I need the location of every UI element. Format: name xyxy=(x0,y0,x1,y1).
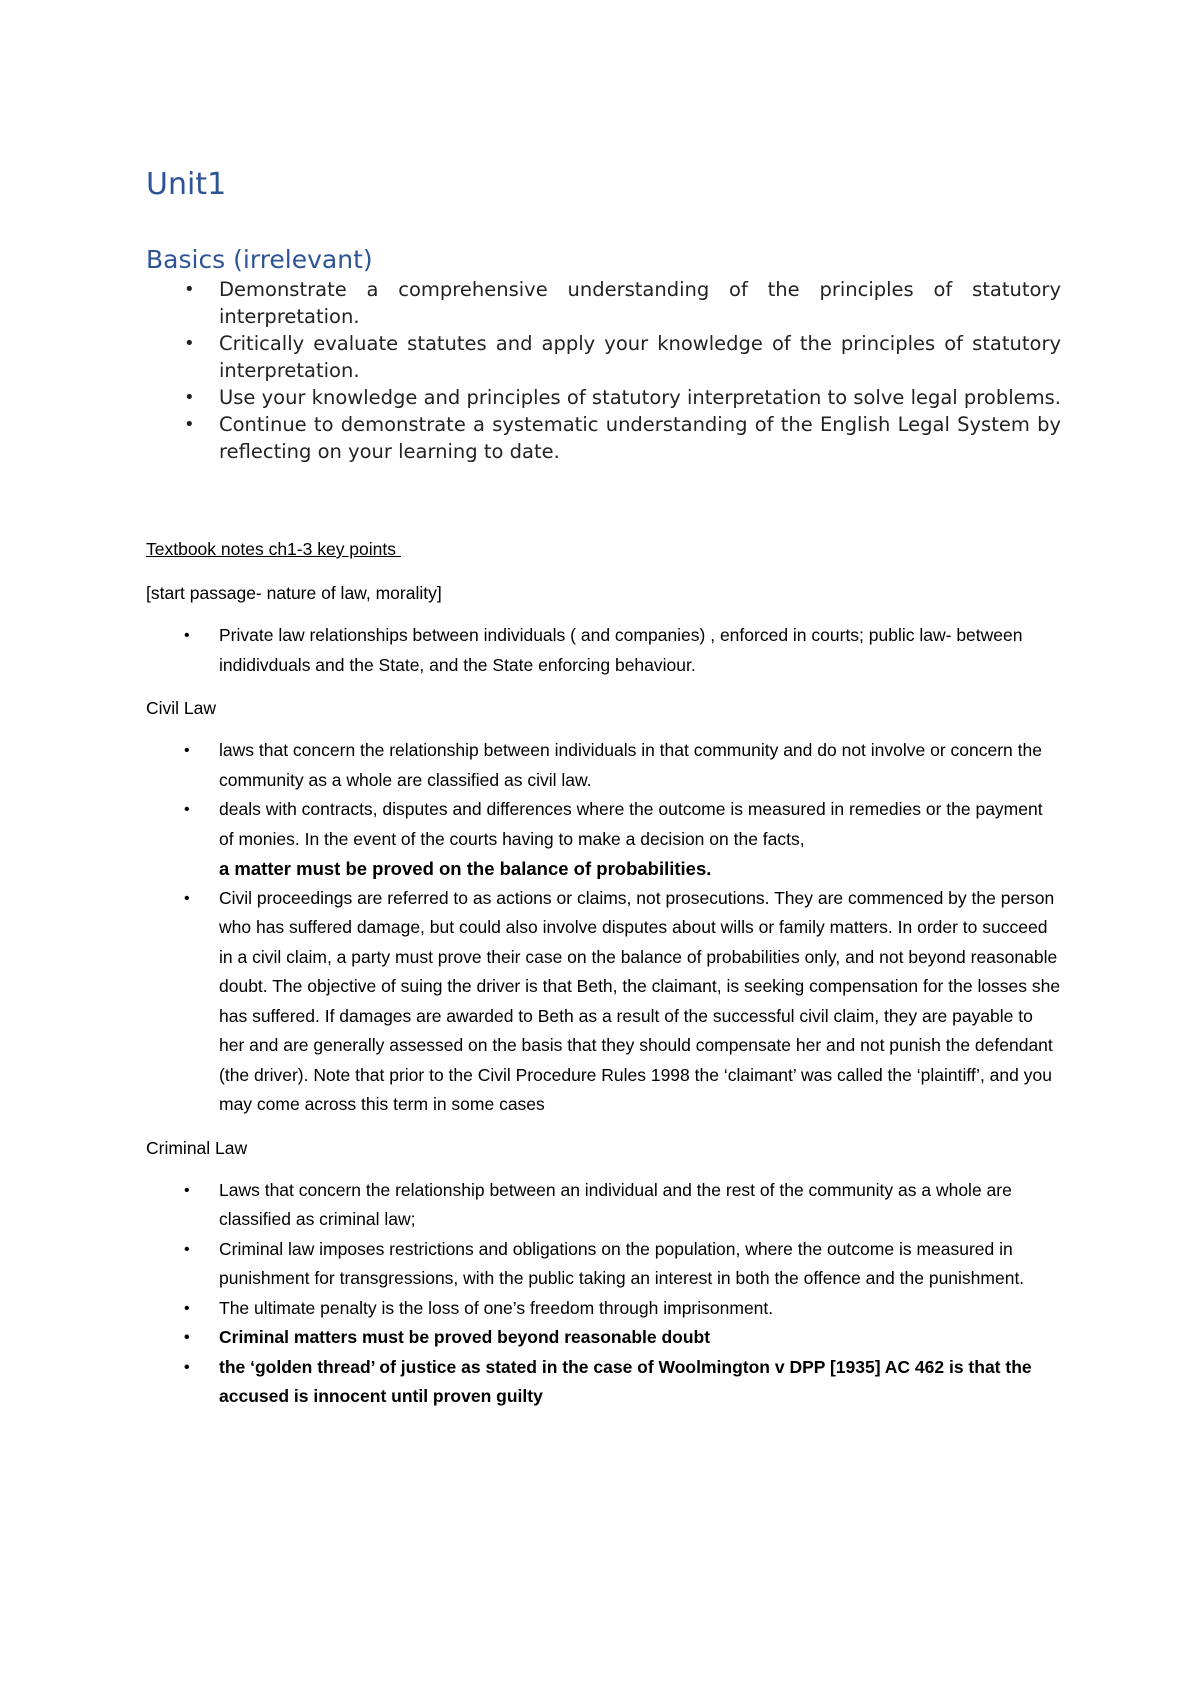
criminal-item: • the ‘golden thread’ of justice as stated in the case of Woolmington v DPP [1935] AC 462 is that the accused is innocent until proven guilty xyxy=(146,1353,1061,1412)
criminal-law-label: Criminal Law xyxy=(146,1137,248,1158)
bullet-icon: • xyxy=(184,1299,190,1317)
basics-heading: Basics (irrelevant) xyxy=(146,245,373,274)
bullet-icon: • xyxy=(184,1329,190,1346)
bullet-icon: • xyxy=(184,1240,190,1258)
criminal-item: • The ultimate penalty is the loss of one’s freedom through imprisonment. xyxy=(146,1294,1061,1324)
bullet-icon: • xyxy=(184,627,190,644)
basics-item: • Demonstrate a comprehensive understanding of the principles of statutory interpretation. xyxy=(184,278,1061,328)
bullet-icon: • xyxy=(184,414,195,435)
criminal-item: • Criminal matters must be proved beyond reasonable doubt xyxy=(146,1323,1061,1353)
document-title: Unit1 xyxy=(146,167,227,202)
intro-item: • Private law relationships between individuals ( and companies) , enforced in courts; public law- between indidivduals and the State, and the State enforcing behaviour. xyxy=(146,621,1061,680)
civil-law-label: Civil Law xyxy=(146,698,217,718)
civil-law-list xyxy=(146,736,1061,1120)
criminal-law-list xyxy=(146,1176,1061,1412)
bullet-icon: • xyxy=(184,742,190,759)
document-content xyxy=(146,166,1061,1412)
civil-item: • deals with contracts, disputes and differences where the outcome is measured in remedies or the payment of monies. In the event of the courts having to make a decision on the facts, a matter must be proved on the balance of probabilities. xyxy=(146,795,1061,884)
basics-item: • Critically evaluate statutes and apply your knowledge of the principles of statutory interpretation. xyxy=(184,332,1061,382)
bullet-icon: • xyxy=(184,801,190,818)
criminal-item: • Criminal law imposes restrictions and obligations on the population, where the outcome is measured in punishment for transgressions, with the public taking an interest in both the offence and the punishment. xyxy=(146,1235,1061,1294)
basics-list xyxy=(146,276,1061,465)
basics-item: • Use your knowledge and principles of statutory interpretation to solve legal problems. xyxy=(184,386,1061,409)
criminal-item: • Laws that concern the relationship between an individual and the rest of the community as a whole are classified as criminal law; xyxy=(146,1176,1061,1235)
bullet-icon: • xyxy=(184,387,195,408)
bullet-icon: • xyxy=(184,889,190,907)
bullet-icon: • xyxy=(184,1181,190,1199)
bullet-icon: • xyxy=(184,279,195,300)
intro-list xyxy=(146,621,1061,680)
civil-item: • laws that concern the relationship between individuals in that community and do not involve or concern the community as a whole are classified as civil law. xyxy=(146,736,1061,795)
bullet-icon: • xyxy=(184,1358,190,1376)
bold-emphasis: a matter must be proved on the balance of probabilities. xyxy=(219,858,712,879)
civil-item: • Civil proceedings are referred to as actions or claims, not prosecutions. They are commenced by the person who has suffered damage, but could also involve disputes about wills or family matters. In order to succeed in a civil claim, a party must prove their case on the balance of probabilities only, and not beyond reasonable doubt. The objective of suing the driver is that Beth, the claimant, is seeking compensation for the losses she has suffered. If damages are awarded to Beth as a result of the successful civil claim, they are payable to her and are generally assessed on the basis that they should compensate her and not punish the defendant (the driver). Note that prior to the Civil Procedure Rules 1998 the ‘claimant’ was called the ‘plaintiff’, and you may come across this term in some cases xyxy=(146,884,1061,1120)
basics-item: • Continue to demonstrate a systematic understanding of the English Legal System by reflecting on your learning to date. xyxy=(184,413,1061,463)
bullet-icon: • xyxy=(184,333,195,354)
notes-heading: Textbook notes ch1-3 key points xyxy=(146,539,401,559)
start-passage: [start passage- nature of law, morality] xyxy=(146,583,442,603)
